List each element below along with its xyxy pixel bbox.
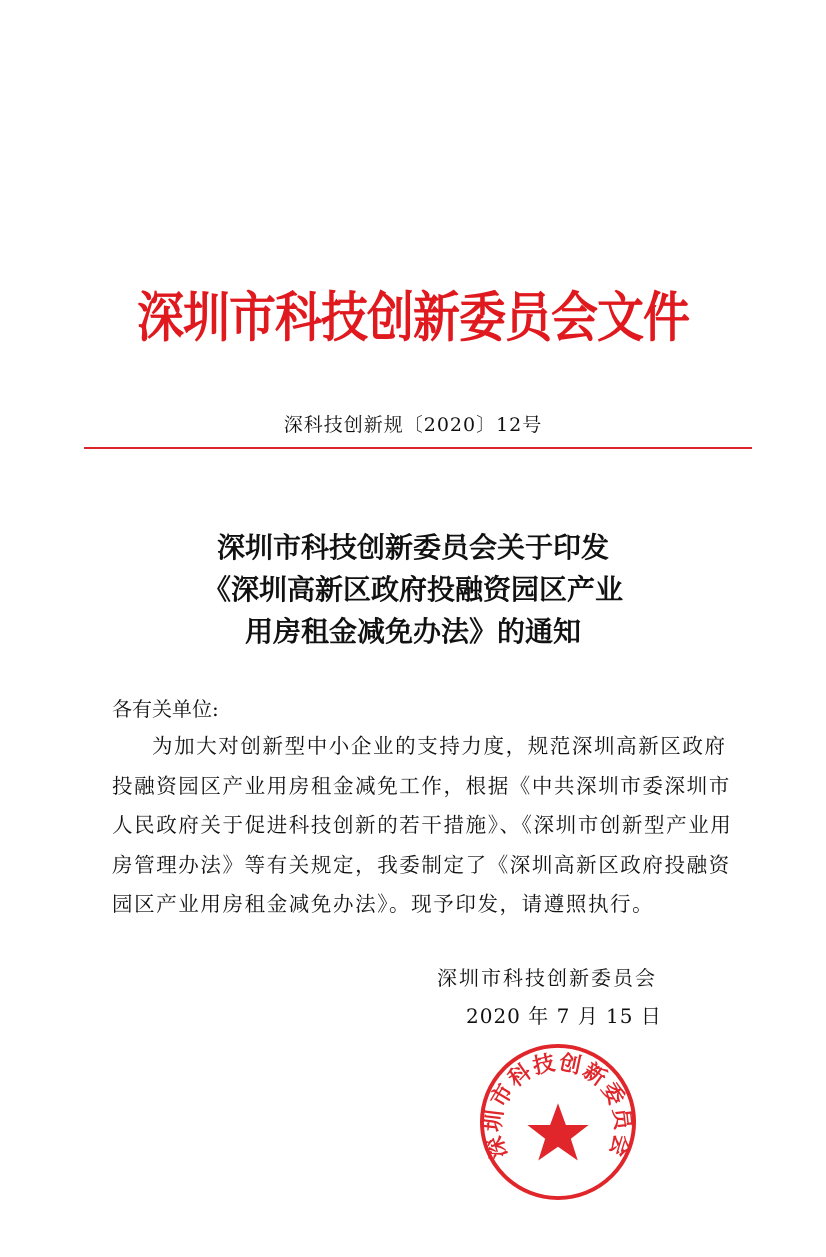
- body-line: 房管理办法》等有关规定，我委制定了《深圳高新区政府投融资: [112, 852, 731, 877]
- body-line: 人民政府关于促进科技创新的若干措施》、《深圳市创新型产业用: [112, 813, 733, 837]
- document-number: 深科技创新规〔2020〕12号: [283, 414, 543, 436]
- stamp-text: 深圳市科技创新委员会: [480, 1050, 636, 1162]
- title-line: 用房租金减免办法》的通知: [244, 615, 581, 648]
- body-line: 投融资园区产业用房租金减免工作，根据《中共深圳市委深圳市: [112, 773, 731, 798]
- document-header-title: 深圳市科技创新委员会文件: [137, 286, 689, 350]
- issue-date: 2020 年 7 月 15 日: [466, 1004, 662, 1028]
- red-divider: [84, 447, 752, 449]
- body-line: 园区产业用房租金减免办法》。现予印发，请遵照执行。: [112, 892, 655, 916]
- stamp-star-icon: [527, 1103, 588, 1160]
- title-line: 《深圳高新区政府投融资园区产业: [202, 573, 623, 606]
- body-paragraph: [112, 727, 732, 925]
- official-seal-stamp: [478, 1042, 638, 1202]
- notice-title: [0, 527, 826, 653]
- body-line: 为加大对创新型中小企业的支持力度，规范深圳高新区政府: [152, 734, 727, 758]
- title-line: 深圳市科技创新委员会关于印发: [216, 531, 609, 564]
- salutation: 各有关单位:: [112, 697, 219, 721]
- signature-organization: 深圳市科技创新委员会: [437, 966, 657, 990]
